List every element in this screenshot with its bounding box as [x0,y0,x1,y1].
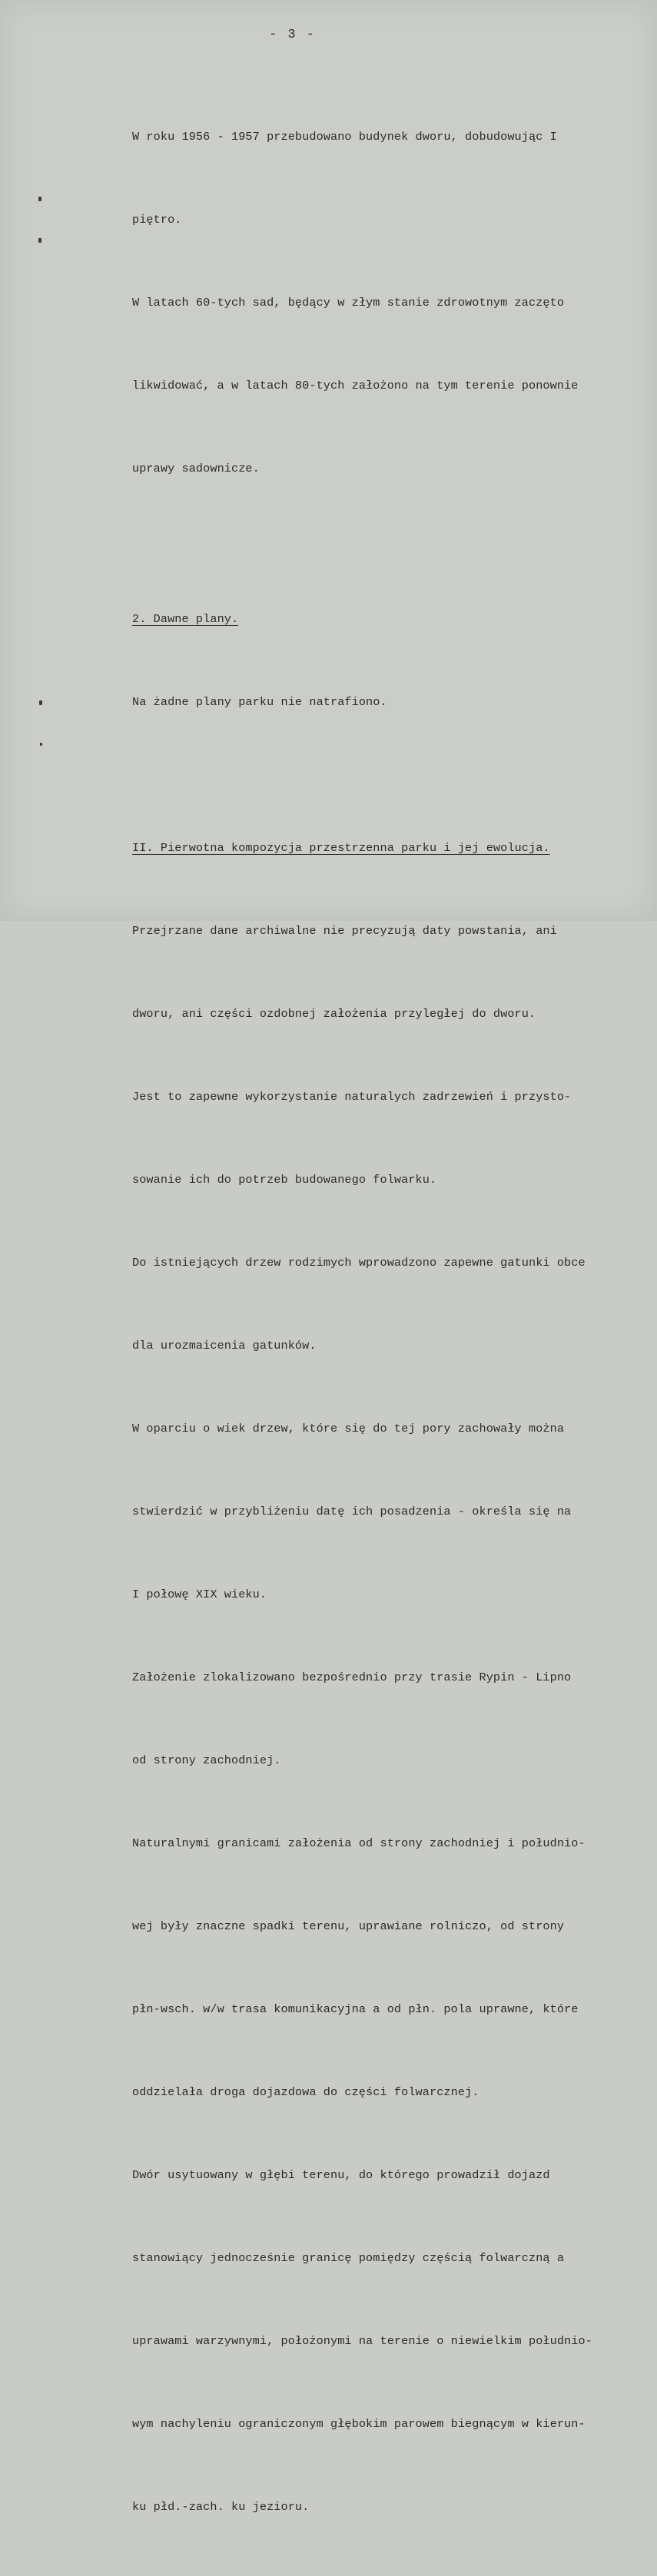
section-heading-2 [132,605,655,633]
blank-line [132,771,655,779]
margin-mark [38,197,41,201]
text-line: Założenie zlokalizowano bezpośrednio przy trasie Rypin - Lipno [132,1670,572,1684]
text-line: stwierdzić w przybliżeniu datę ich posadzenia - określa się na [132,1505,572,1518]
margin-mark [40,743,42,746]
text-line: likwidować, a w latach 80-tych założono na tym terenie ponownie [132,379,579,392]
text-line: płn-wsch. w/w trasa komunikacyjna a od płn. pola uprawne, które [132,2002,579,2016]
section-heading-2-text: 2. Dawne plany. [132,612,239,626]
text-line: W oparciu o wiek drzew, które się do tej pory zachowały można [132,1422,565,1435]
section-heading-ii-text: II. Pierwotna kompozycja przestrzenna parku i jej ewolucja. [132,841,550,855]
text-line: Naturalnymi granicami założenia od strony zachodniej i południo- [132,1836,586,1850]
text-line: W roku 1956 - 1957 przebudowano budynek dworu, dobudowując I [132,130,557,144]
text-line: Na żadne plany parku nie natrafiono. [132,695,387,709]
text-line: Do istniejących drzew rodzimych wprowadzono zapewne gatunki obce [132,1256,586,1270]
page-number: - 3 - [269,28,317,42]
text-line: od strony zachodniej. [132,1753,281,1767]
text-line: ku płd.-zach. ku jezioru. [132,2500,310,2514]
blank-line [132,538,655,550]
text-line: dla urozmaicenia gatunków. [132,1339,317,1353]
text-line: Jest to zapewne wykorzystanie naturalych zadrzewień i przysto- [132,1090,572,1104]
text-line: wym nachyleniu ograniczonym głębokim parowem biegnącym w kierun- [132,2417,586,2431]
text-line: I połowę XIX wieku. [132,1588,267,1601]
text-line: W latach 60-tych sad, będący w złym stanie zdrowotnym zaczęto [132,296,565,310]
text-line: Przejrzane dane archiwalne nie precyzują daty powstania, ani [132,924,557,938]
section-heading-ii [132,834,655,862]
text-line: wej były znaczne spadki terenu, uprawiane rolniczo, od strony [132,1919,565,1933]
body-text [132,68,655,2576]
text-line: Dwór usytuowany w głębi terenu, do którego prowadził dojazd [132,2168,550,2182]
text-line: uprawami warzywnymi, położonymi na terenie o niewielkim południo- [132,2334,592,2348]
text-line: sowanie ich do potrzeb budowanego folwarku. [132,1173,437,1187]
text-line: dworu, ani części ozdobnej założenia przyległej do dworu. [132,1007,536,1021]
text-line: uprawy sadownicze. [132,462,260,475]
text-line: oddzielała droga dojazdowa do części folwarcznej. [132,2085,479,2099]
text-line: stanowiący jednocześnie granicę pomiędzy częścią folwarczną a [132,2251,565,2265]
margin-mark [38,238,41,243]
margin-mark [39,700,42,705]
text-line: piętro. [132,213,182,227]
